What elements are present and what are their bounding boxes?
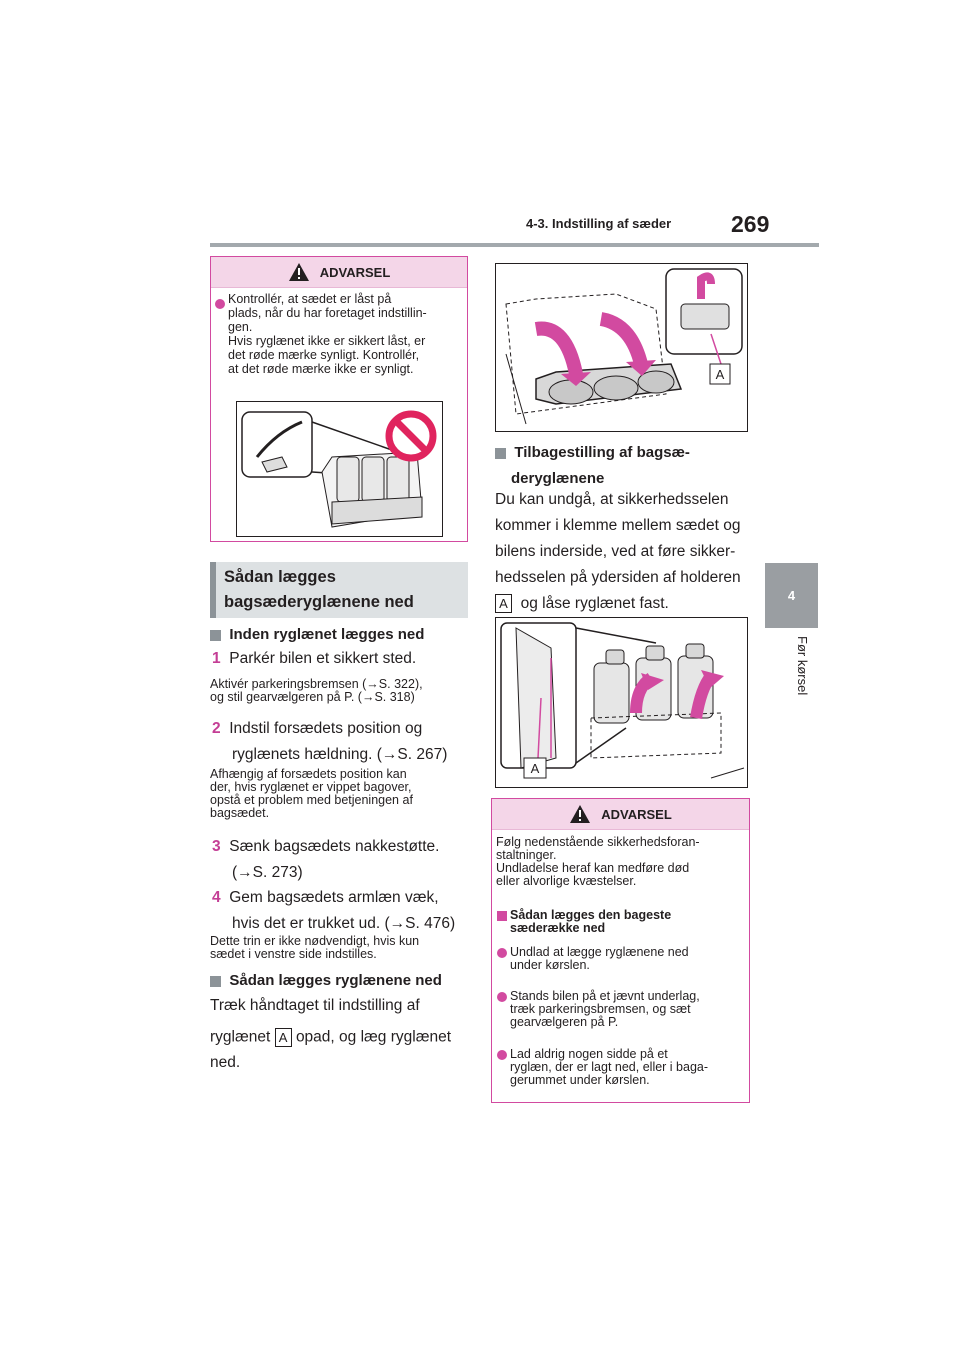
warning2-bullet-3 (510, 1048, 708, 1087)
warning-subheading-line: Sådan lægges den bageste (510, 908, 672, 922)
bullet-icon (497, 992, 507, 1002)
restore-seat-illustration (495, 617, 748, 788)
warning-subheading-line: sæderække ned (510, 921, 606, 935)
step-number: 1 (212, 650, 221, 667)
warning-line: under kørslen. (510, 958, 590, 972)
step-3 (212, 834, 439, 886)
note-line: opstå et problem med betjeningen af (210, 793, 413, 807)
warning-line: staltninger. (496, 848, 557, 862)
warning-line: Hvis ryglænet ikke er sikkert låst, er (228, 334, 426, 348)
chapter-label: Før kørsel (795, 636, 810, 696)
warning-line: Undlad at lægge ryglænene ned (510, 945, 689, 959)
square-bullet-icon (210, 630, 221, 641)
chapter-number: 4 (787, 588, 796, 603)
bullet-icon (497, 1050, 507, 1060)
note-line: bagsædet. (210, 806, 270, 820)
folding-paragraph-line: Træk håndtaget til indstilling af (210, 997, 420, 1014)
paragraph-line: Du kan undgå, at sikkerhedsselen (495, 491, 729, 508)
note-line: Aktivér parkeringsbremsen (→S. 322), (210, 677, 423, 691)
restore-paragraph (495, 487, 741, 617)
warning-line: Kontrollér, at sædet er låst på (228, 292, 392, 306)
warning-line: gen. (228, 320, 253, 334)
note-line: sædet i venstre side indstilles. (210, 947, 377, 961)
warning-header (492, 799, 749, 830)
callout-a-label: A (495, 594, 512, 613)
warning-line: Følg nedenstående sikkerhedsforan- (496, 835, 700, 849)
seat-lock-drawing (237, 402, 442, 536)
section-heading-line: Sådan lægges (224, 568, 336, 586)
paragraph-line: og låse ryglænet fast. (520, 595, 669, 612)
subheading-text: Tilbagestilling af bagsæ- (514, 444, 690, 461)
section-heading-line: bagsæderyglænene ned (224, 593, 414, 611)
note-line: og stil gearvælgeren på P. (→S. 318) (210, 690, 415, 704)
note-2 (210, 768, 413, 820)
warning-line: eller alvorlige kvæstelser. (496, 874, 637, 888)
section-heading (210, 562, 468, 618)
step-text: Parkér bilen et sikkert sted. (229, 650, 417, 667)
warning-line: det røde mærke synligt. Kontrollér, (228, 348, 420, 362)
folding-paragraph-line: ned. (210, 1054, 241, 1071)
step-number: 4 (212, 889, 221, 906)
step-text: (→S. 273) (232, 864, 303, 881)
note-line: der, hvis ryglænet er vippet bagover, (210, 780, 412, 794)
step-2 (212, 716, 447, 768)
warning2-subheading (510, 909, 671, 935)
callout-a-label: A (275, 1028, 292, 1047)
warning-line: plads, når du har foretaget indstillin- (228, 306, 427, 320)
warning-title: ADVARSEL (319, 264, 391, 280)
header-section-title: 4-3. Indstilling af sæder (526, 216, 672, 231)
step-1 (212, 650, 416, 668)
square-bullet-icon (210, 976, 221, 987)
warning-triangle-icon (288, 262, 310, 282)
warning-text (228, 292, 427, 376)
warning2-bullet-1 (510, 946, 689, 972)
step-number: 2 (212, 720, 221, 737)
paragraph-text: ryglænet (210, 1028, 271, 1046)
step-text: Indstil forsædets position og (229, 720, 423, 737)
step-text: hvis det er trukket ud. (→S. 476) (232, 915, 456, 932)
step-text: Gem bagsædets armlæn væk, (229, 889, 439, 906)
square-bullet-icon (495, 448, 506, 459)
warning-line: at det røde mærke ikke er synligt. (228, 362, 414, 376)
warning-title: ADVARSEL (601, 806, 672, 822)
chapter-tab[interactable] (765, 563, 818, 628)
step-text: ryglænets hældning. (→S. 267) (232, 746, 448, 763)
seat-lock-illustration (236, 401, 443, 537)
restore-seat-drawing (496, 618, 747, 787)
warning-line: gerummet under kørslen. (510, 1073, 650, 1087)
note-3 (210, 935, 419, 961)
subheading-restore (495, 440, 690, 492)
warning2-intro (496, 836, 700, 888)
bullet-icon (215, 295, 225, 313)
warning-line: Lad aldrig nogen sidde på et (510, 1047, 668, 1061)
warning-line: ryglæn, der er lagt ned, eller i baga- (510, 1060, 709, 1074)
illus1-callout-text: A (715, 367, 725, 382)
subheading-text: Inden ryglænet lægges ned (229, 626, 425, 643)
warning-header (211, 257, 467, 288)
fold-seat-illustration (495, 263, 748, 432)
paragraph-line: kommer i klemme mellem sædet og (495, 517, 741, 534)
warning-box-1 (210, 256, 468, 542)
subheading-text: Sådan lægges ryglænene ned (229, 972, 442, 989)
warning-line: Stands bilen på et jævnt underlag, (510, 989, 700, 1003)
subheading-before-folding (210, 626, 424, 643)
warning2-bullet-2 (510, 990, 700, 1029)
note-1 (210, 678, 423, 704)
page-number: 269 (731, 211, 770, 237)
bullet-icon (497, 948, 507, 958)
header-divider (210, 243, 819, 247)
illus2-callout-text: A (530, 761, 540, 776)
folding-paragraph-line (210, 1028, 451, 1047)
warning-line: Undladelse heraf kan medføre død (496, 861, 690, 875)
step-text: Sænk bagsædets nakkestøtte. (229, 838, 440, 855)
subheading-folding (210, 972, 442, 989)
warning-triangle-icon (569, 804, 591, 824)
warning-line: træk parkeringsbremsen, og sæt (510, 1002, 691, 1016)
paragraph-text: opad, og læg ryglænet (295, 1028, 452, 1046)
fold-seat-drawing (496, 264, 747, 431)
paragraph-line: bilens inderside, ved at føre sikker- (495, 543, 736, 560)
square-bullet-icon (497, 911, 507, 921)
note-line: Afhængig af forsædets position kan (210, 767, 407, 781)
step-number: 3 (212, 838, 221, 855)
step-4 (212, 885, 455, 937)
subheading-text: deryglænene (511, 470, 605, 487)
note-line: Dette trin er ikke nødvendigt, hvis kun (210, 934, 420, 948)
paragraph-line: hedsselen på ydersiden af holderen (495, 569, 741, 586)
warning-line: gearvælgeren på P. (510, 1015, 619, 1029)
